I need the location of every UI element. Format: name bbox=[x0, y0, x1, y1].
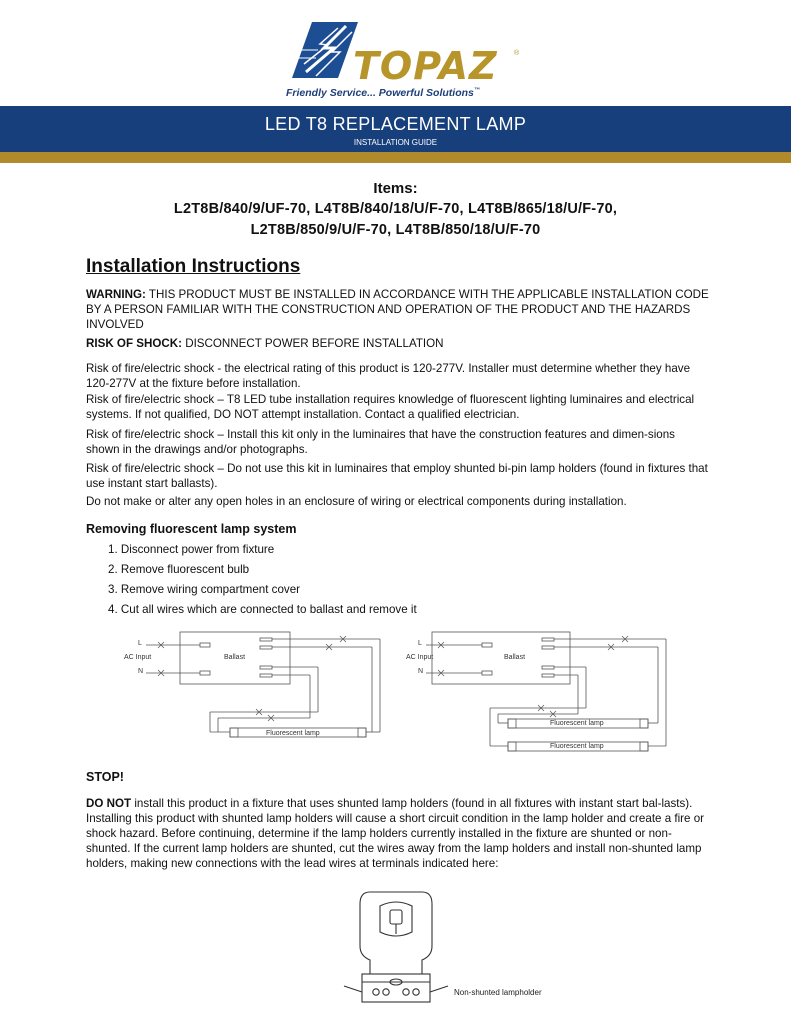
tagline-text: Friendly Service... Powerful Solutions bbox=[286, 87, 474, 99]
diagram1-ballast-label: Ballast bbox=[224, 654, 246, 661]
section-title: Installation Instructions bbox=[86, 256, 301, 277]
risk-text: DISCONNECT POWER BEFORE INSTALLATION bbox=[181, 337, 444, 350]
brand-name: TOPAZ bbox=[353, 44, 498, 88]
diagram2-ac-input-label: AC Input bbox=[406, 654, 434, 661]
stop-paragraph bbox=[86, 796, 711, 871]
diagram1-n-label: N bbox=[138, 668, 144, 675]
step-1: 1. Disconnect power from fixture bbox=[108, 543, 275, 556]
wiring-diagram-dual-lamp bbox=[400, 628, 680, 756]
diagram2-l-label: L bbox=[418, 640, 422, 647]
step-2: 2. Remove fluorescent bulb bbox=[108, 563, 250, 576]
registered-mark: ® bbox=[514, 50, 520, 57]
logo bbox=[0, 10, 791, 105]
risk-label: RISK OF SHOCK: bbox=[86, 337, 182, 350]
paragraph-4: Risk of fire/electric shock – Do not use this kit in luminaires that employ shunted bi-pin lamp holders (found in fixtures that use instant start ballasts). bbox=[86, 462, 708, 490]
document-title: LED T8 REPLACEMENT LAMP bbox=[264, 114, 527, 134]
do-not-label: DO NOT bbox=[86, 797, 132, 810]
items-line-2: L2T8B/850/9/U/F-70, L4T8B/850/18/U/F-70 bbox=[250, 222, 541, 238]
items-heading: Items: bbox=[373, 180, 418, 197]
wiring-diagram-2-lines bbox=[400, 628, 680, 756]
paragraph-1: Risk of fire/electric shock - the electrical rating of this product is 120-277V. Installer must determine whether they have 120-277V at the fixture before installation. bbox=[86, 362, 691, 390]
wiring-diagram-single-lamp bbox=[118, 628, 398, 746]
paragraph-2: Risk of fire/electric shock – T8 LED tube installation requires knowledge of fluorescent lighting luminaires and electrical systems. If not qualified, DO NOT attempt installation. Contact a qualified electrician. bbox=[86, 393, 695, 421]
diagram2-n-label: N bbox=[418, 668, 424, 675]
diagram2-lamp1-label: Fluorescent lamp bbox=[550, 720, 604, 727]
stop-heading: STOP! bbox=[86, 770, 124, 784]
paragraph-5: Do not make or alter any open holes in an enclosure of wiring or electrical components during installation. bbox=[86, 495, 627, 508]
warning-label: WARNING: bbox=[86, 288, 146, 301]
lampholder-caption: Non-shunted lampholder bbox=[454, 988, 542, 997]
removing-heading: Removing fluorescent lamp system bbox=[86, 522, 297, 536]
title-banner bbox=[0, 106, 791, 152]
document-subtitle: INSTALLATION GUIDE bbox=[353, 138, 438, 147]
trademark-mark: ™ bbox=[473, 87, 480, 94]
gold-stripe bbox=[0, 152, 791, 163]
brand-tagline bbox=[286, 87, 480, 99]
diagram1-l-label: L bbox=[138, 640, 142, 647]
warning-text: THIS PRODUCT MUST BE INSTALLED IN ACCORDANCE WITH THE APPLICABLE INSTALLATION CODE BY A PERSON FAMILIAR WITH THE CONSTRUCTION AND OPERATION OF THE PRODUCT AND THE HAZARDS INVOLVED bbox=[86, 288, 709, 331]
risk-paragraph bbox=[86, 336, 711, 351]
diagram1-lamp-label: Fluorescent lamp bbox=[266, 730, 320, 737]
step-4: 4. Cut all wires which are connected to ballast and remove it bbox=[108, 603, 417, 616]
paragraph-3: Risk of fire/electric shock – Install this kit only in the luminaires that have the construction features and dimen-sions shown in the drawings and/or photographs. bbox=[86, 428, 675, 456]
lampholder-icon bbox=[340, 888, 452, 1006]
stop-text: install this product in a fixture that uses shunted lamp holders (found in all fixtures with instant start bal-lasts). Installing this product with shunted lamp holders will cause a short circuit condition in the lamp holder and create a fire or shock hazard. Before continuing, determine if the lamp holders currently installed in the fixture are shunted or non-shunted. If the current lamp holders are shunted, cut the wires away from the lamp holders and install non-shunted lamp holders, making new connections with the lead wires at terminals indicated here: bbox=[86, 797, 705, 870]
diagram1-ac-input-label: AC Input bbox=[124, 654, 152, 661]
step-3: 3. Remove wiring compartment cover bbox=[108, 583, 301, 596]
diagram2-lamp2-label: Fluorescent lamp bbox=[550, 743, 604, 750]
diagram2-ballast-label: Ballast bbox=[504, 654, 526, 661]
wiring-diagram-1-lines bbox=[118, 628, 398, 746]
warning-paragraph bbox=[86, 287, 711, 332]
items-line-1: L2T8B/840/9/UF-70, L4T8B/840/18/U/F-70, L4T8B/865/18/U/F-70, bbox=[173, 201, 618, 217]
